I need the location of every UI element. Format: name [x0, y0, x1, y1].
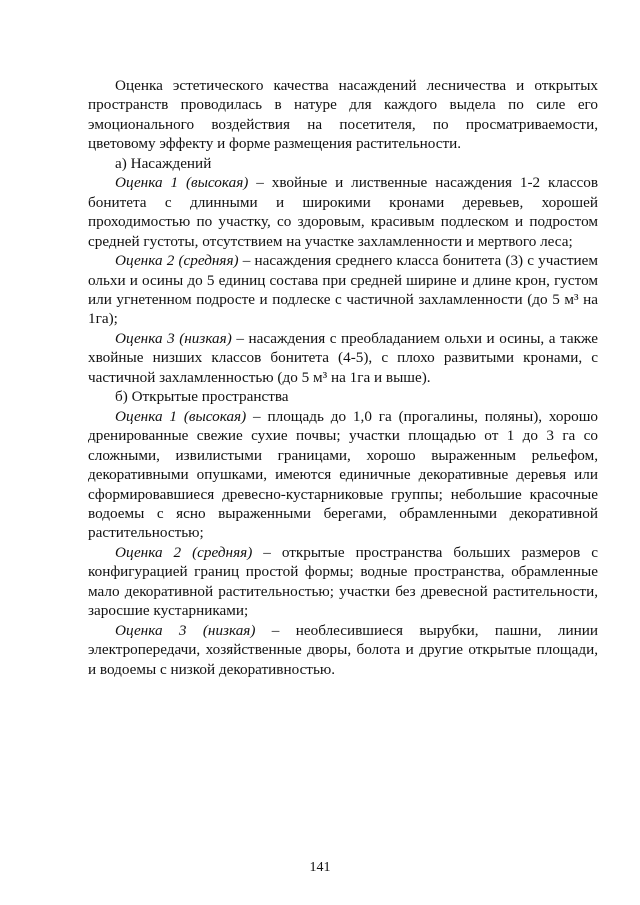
paragraph-term: Оценка 3 (низкая)	[115, 329, 232, 347]
stands-grade-3	[88, 329, 598, 387]
paragraph-intro	[88, 76, 598, 154]
stands-grade-2	[88, 251, 598, 329]
body-text	[88, 76, 598, 679]
paragraph-text: – насаждения среднего класса бонитета (3) с участием ольхи и осины до 5 единиц состава при средней ширине и длине крон, густом или угнетенном подросте и подлеске с частичной захламленности (до 5 м³ на 1га);	[88, 252, 598, 328]
paragraph-term: Оценка 1 (высокая)	[115, 407, 247, 425]
paragraph-text: а) Насаждений	[115, 154, 212, 172]
paragraph-text: – хвойные и лиственные насаждения 1-2 классов бонитета с длинными и широкими кронами деревьев, хорошей проходимостью по участку, со здоровым, красивым подлеском и подростом средней густоты, отсутствием на участке захламленности и мертвого леса;	[88, 174, 598, 250]
section-heading-stands	[88, 154, 598, 173]
paragraph-term: Оценка 2 (средняя)	[115, 543, 253, 561]
open-spaces-grade-3	[88, 621, 598, 679]
section-heading-open-spaces	[88, 387, 598, 406]
open-spaces-grade-1	[88, 407, 598, 543]
paragraph-text: – открытые пространства больших размеров с конфигурацией границ простой формы; водные пространства, обрамленные мало декоративной растительностью; участки без древесной растительности, заросшие кустарниками;	[88, 543, 598, 620]
paragraph-text: – площадь до 1,0 га (прогалины, поляны), хорошо дренированные свежие сухие почвы; участки площадью от 1 до 3 га со сложными, извилистыми границами, хорошо выраженным рельефом, декоративными опушками, имеются единичные декоративные деревья или сформировавшиеся древесно-кустарниковые группы; небольшие красочные водоемы с ясно выраженными берегами, обрамленными декоративной растительностью;	[88, 407, 598, 542]
paragraph-term: Оценка 3 (низкая)	[115, 621, 256, 639]
paragraph-term: Оценка 1 (высокая)	[115, 174, 249, 192]
paragraph-text: Оценка эстетического качества насаждений лесничества и открытых пространств проводилась в натуре для каждого выдела по силе его эмоционального воздействия на посетителя, по просматриваемости, цветовому эффекту и форме размещения растительности.	[88, 77, 598, 153]
page-number: 141	[309, 860, 331, 875]
stands-grade-1	[88, 173, 598, 251]
open-spaces-grade-2	[88, 543, 598, 621]
paragraph-text: – насаждения с преобладанием ольхи и осины, а также хвойные низших классов бонитета (4-5), с плохо развитыми кронами, с частичной захламленностью (до 5 м³ на 1га и выше).	[88, 329, 598, 386]
paragraph-term: Оценка 2 (средняя)	[115, 252, 239, 270]
paragraph-text: б) Открытые пространства	[115, 388, 289, 406]
paragraph-text: – необлесившиеся вырубки, пашни, линии электропередачи, хозяйственные дворы, болота и другие открытые площади, и водоемы с низкой декоративностью.	[88, 621, 598, 678]
